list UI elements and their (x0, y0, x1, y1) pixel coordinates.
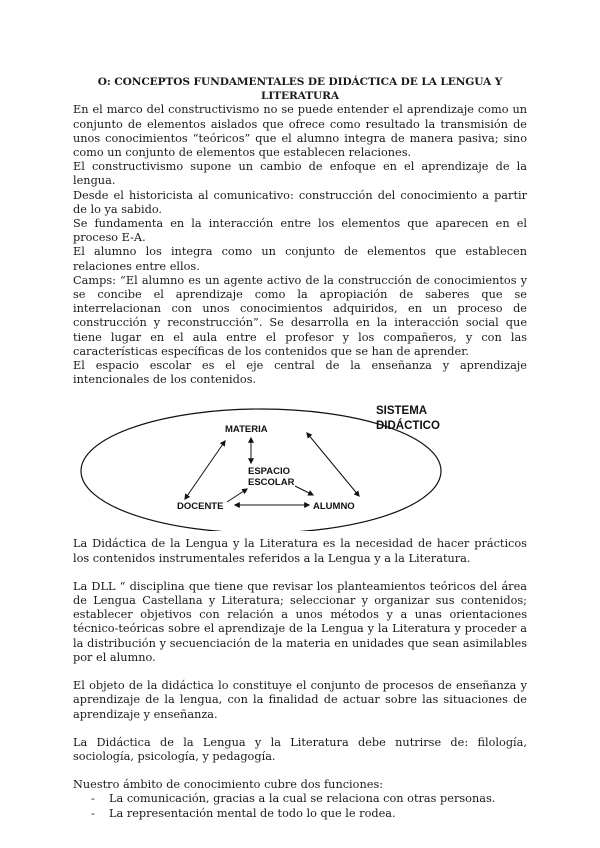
paragraph: El objeto de la didáctica lo constituye el conjunto de procesos de enseñanza y aprendizaje de la lengua, con la finalidad de actuar sobre las situaciones de aprendizaje y enseñanza. (73, 679, 527, 721)
paragraph: El constructivismo supone un cambio de enfoque en el aprendizaje de la lengua. (73, 160, 527, 188)
diagram-heading-line2: DIDÁCTICO (376, 420, 440, 433)
paragraph: Desde el historicista al comunicativo: construcción del conocimiento a partir de lo ya sabido. (73, 188, 527, 216)
document-title: O: CONCEPTOS FUNDAMENTALES DE DIDÁCTICA DE LA LENGUA Y LITERATURA (97, 76, 503, 103)
list-item: - La representación mental de todo lo que le rodea. (91, 807, 527, 821)
arrow-docente-materia (185, 441, 225, 499)
paragraph: Camps: “El alumno es un agente activo de la construcción de conocimientos y se concibe el aprendizaje como la apropiación de saberes que se interrelacionan con unos conocimientos adquiridos, en un proceso de construcción y reconstrucción”. Se desarrolla en la interacción social que tiene lugar en el aula entre el profesor y los compañeros, y con las características específicas de los contenidos que se han de aprender. (73, 273, 527, 358)
node-docente: DOCENTE (177, 501, 224, 513)
paragraph: En el marco del constructivismo no se puede entender el aprendizaje como un conjunto de elementos aislados que ofrece como resultado la transmisión de unos conocimientos “teóricos” que el alumno integra de manera pasiva; sino como un conjunto de elementos que establecen relaciones. (73, 103, 527, 160)
node-espacio-line2: ESCOLAR (248, 477, 295, 489)
paragraph: La DLL “ disciplina que tiene que revisar los planteamientos teóricos del área de Lengua Castellana y Literatura; seleccionar y organizar sus contenidos; establecer objetivos con relación a unos métodos y a unas orientaciones técnico-teóricas sobre el aprendizaje de la Lengua y la Literatura y proceder a la distribución y secuenciación de la materia en unidades que sean asimilables por el alumno. (73, 579, 527, 664)
list-item: - La comunicación, gracias a la cual se relaciona con otras personas. (91, 792, 527, 806)
diagram-svg (73, 391, 527, 531)
node-materia: MATERIA (225, 424, 268, 436)
node-espacio-line1: ESPACIO (248, 466, 291, 478)
arrow-materia-alumno (307, 433, 359, 496)
paragraph: El espacio escolar es el eje central de la enseñanza y aprendizaje intencionales de los contenidos. (73, 359, 527, 387)
paragraph: Nuestro ámbito de conocimiento cubre dos funciones: (73, 778, 384, 792)
paragraph: El alumno los integra como un conjunto de elementos que establecen relaciones entre ellos. (73, 245, 527, 273)
node-alumno: ALUMNO (313, 501, 355, 513)
functions-list (73, 792, 527, 820)
paragraph: Se fundamenta en la interacción entre los elementos que aparecen en el proceso E-A. (73, 217, 527, 245)
arrow-espacio-alumno (295, 486, 313, 495)
arrow-docente-espacio (227, 489, 247, 502)
sistema-didactico-diagram (73, 391, 527, 531)
paragraph: La Didáctica de la Lengua y la Literatura es la necesidad de hacer prácticos los contenidos instrumentales referidos a la Lengua y a la Literatura. (73, 537, 527, 565)
paragraph: La Didáctica de la Lengua y la Literatura debe nutrirse de: filología, sociología, psicología, y pedagogía. (73, 735, 527, 763)
diagram-heading-line1: SISTEMA (376, 405, 428, 418)
document-body (73, 75, 527, 821)
